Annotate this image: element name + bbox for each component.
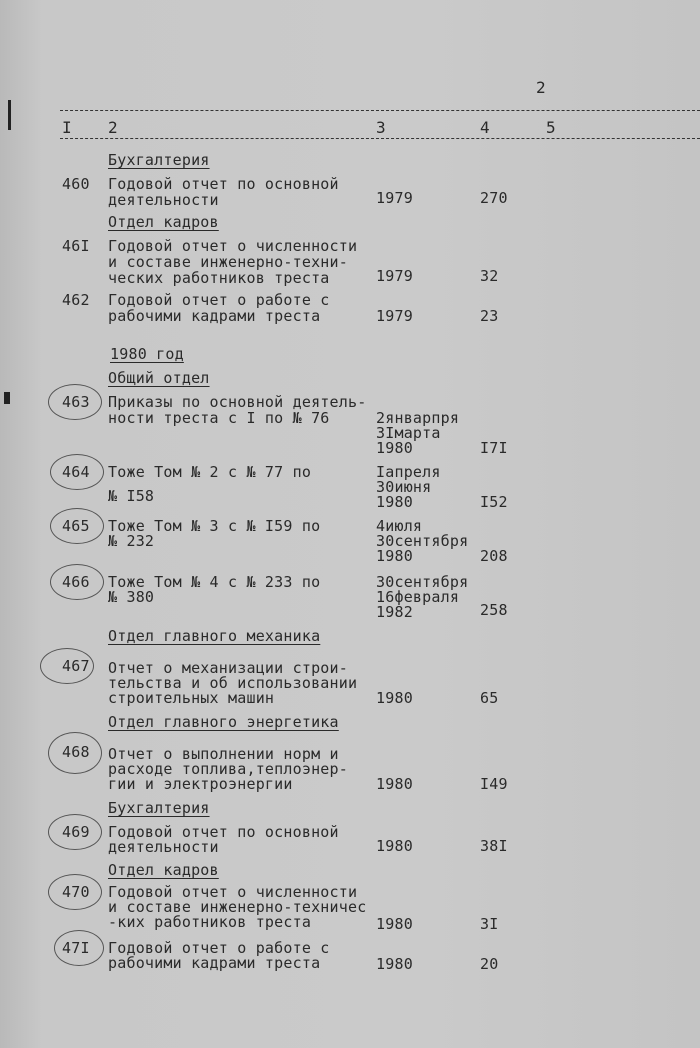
record-number: 463: [62, 393, 90, 411]
record-sheet-count: 23: [480, 307, 499, 325]
record-title-line: Годовой отчет о работе с: [108, 939, 330, 957]
page-number: 2: [536, 78, 546, 97]
record-title-line: -ких работников треста: [108, 913, 312, 931]
record-title-line: и составе инженерно-техни-: [108, 253, 348, 271]
record-title-line: Тоже Том № 4 с № 233 по: [108, 573, 321, 591]
record-title-line: Годовой отчет о численности: [108, 237, 358, 255]
record-date: 1980: [376, 547, 413, 565]
header-rule-bottom: [60, 138, 700, 139]
record-number: 464: [62, 463, 90, 481]
record-title-line: Годовой отчет по основной: [108, 823, 339, 841]
record-number: 467: [62, 657, 90, 675]
record-sheet-count: 38I: [480, 837, 508, 855]
record-title-line: № 232: [108, 532, 155, 550]
record-title-line: тельства и об использовании: [108, 674, 358, 692]
record-date: 30сентября: [376, 573, 469, 591]
record-date: Iапреля: [376, 463, 441, 481]
record-number: 46I: [62, 237, 90, 255]
record-title-line: № 380: [108, 588, 155, 606]
section-heading: Бухгалтерия: [108, 799, 210, 817]
record-title-line: Годовой отчет о численности: [108, 883, 358, 901]
column-header: 3: [376, 118, 386, 137]
record-sheet-count: 270: [480, 189, 508, 207]
record-sheet-count: 258: [480, 601, 508, 619]
record-title-line: ческих работников треста: [108, 269, 330, 287]
column-header: 4: [480, 118, 490, 137]
record-title-line: № I58: [108, 487, 155, 505]
section-heading: Отдел кадров: [108, 213, 219, 231]
record-date: 1979: [376, 189, 413, 207]
record-title-line: Отчет о механизации строи-: [108, 659, 348, 677]
record-title-line: рабочими кадрами треста: [108, 954, 321, 972]
record-number: 466: [62, 573, 90, 591]
record-date: 1980: [376, 689, 413, 707]
record-title-line: строительных машин: [108, 689, 275, 707]
column-header: I: [62, 118, 72, 137]
record-title-line: Отчет о выполнении норм и: [108, 745, 339, 763]
record-sheet-count: 32: [480, 267, 499, 285]
record-title-line: Приказы по основной деятель-: [108, 393, 367, 411]
section-heading: Бухгалтерия: [108, 151, 210, 169]
record-date: 4июля: [376, 517, 423, 535]
record-title-line: Тоже Том № 2 с № 77 по: [108, 463, 312, 481]
record-number: 47I: [62, 939, 90, 957]
column-header: 2: [108, 118, 118, 137]
column-header: 5: [546, 118, 556, 137]
record-number: 469: [62, 823, 90, 841]
record-sheet-count: 20: [480, 955, 499, 973]
record-number: 468: [62, 743, 90, 761]
record-date: 1980: [376, 439, 413, 457]
record-title-line: деятельности: [108, 191, 219, 209]
record-date: 3Iмарта: [376, 424, 441, 442]
record-sheet-count: 65: [480, 689, 499, 707]
record-title-line: расходе топлива,теплоэнер-: [108, 760, 348, 778]
record-date: 1982: [376, 603, 413, 621]
record-sheet-count: I7I: [480, 439, 508, 457]
section-heading: Общий отдел: [108, 369, 210, 387]
record-sheet-count: I52: [480, 493, 508, 511]
year-heading: 1980 год: [110, 345, 184, 363]
margin-mark: [8, 100, 11, 130]
record-date: 1980: [376, 493, 413, 511]
record-number: 465: [62, 517, 90, 535]
header-rule-top: [60, 110, 700, 111]
record-title-line: гии и электроэнергии: [108, 775, 293, 793]
record-number: 470: [62, 883, 90, 901]
record-number: 460: [62, 175, 90, 193]
record-date: 1979: [376, 307, 413, 325]
record-sheet-count: 3I: [480, 915, 499, 933]
record-date: 1979: [376, 267, 413, 285]
record-date: 1980: [376, 775, 413, 793]
record-date: 30сентября: [376, 532, 469, 550]
record-title-line: Годовой отчет по основной: [108, 175, 339, 193]
record-title-line: ности треста с I по № 76: [108, 409, 330, 427]
record-date: 1980: [376, 955, 413, 973]
record-date: 30июня: [376, 478, 432, 496]
record-title-line: деятельности: [108, 838, 219, 856]
section-heading: Отдел главного энергетика: [108, 713, 339, 731]
section-heading: Отдел главного механика: [108, 627, 321, 645]
record-title-line: Тоже Том № 3 с № I59 по: [108, 517, 321, 535]
record-sheet-count: I49: [480, 775, 508, 793]
record-title-line: Годовой отчет о работе с: [108, 291, 330, 309]
record-sheet-count: 208: [480, 547, 508, 565]
record-date: 16февраля: [376, 588, 460, 606]
margin-mark: [4, 392, 10, 404]
record-title-line: рабочими кадрами треста: [108, 307, 321, 325]
record-title-line: и составе инженерно-техничес: [108, 898, 367, 916]
record-date: 1980: [376, 837, 413, 855]
record-date: 2январпря: [376, 409, 460, 427]
section-heading: Отдел кадров: [108, 861, 219, 879]
record-date: 1980: [376, 915, 413, 933]
record-number: 462: [62, 291, 90, 309]
